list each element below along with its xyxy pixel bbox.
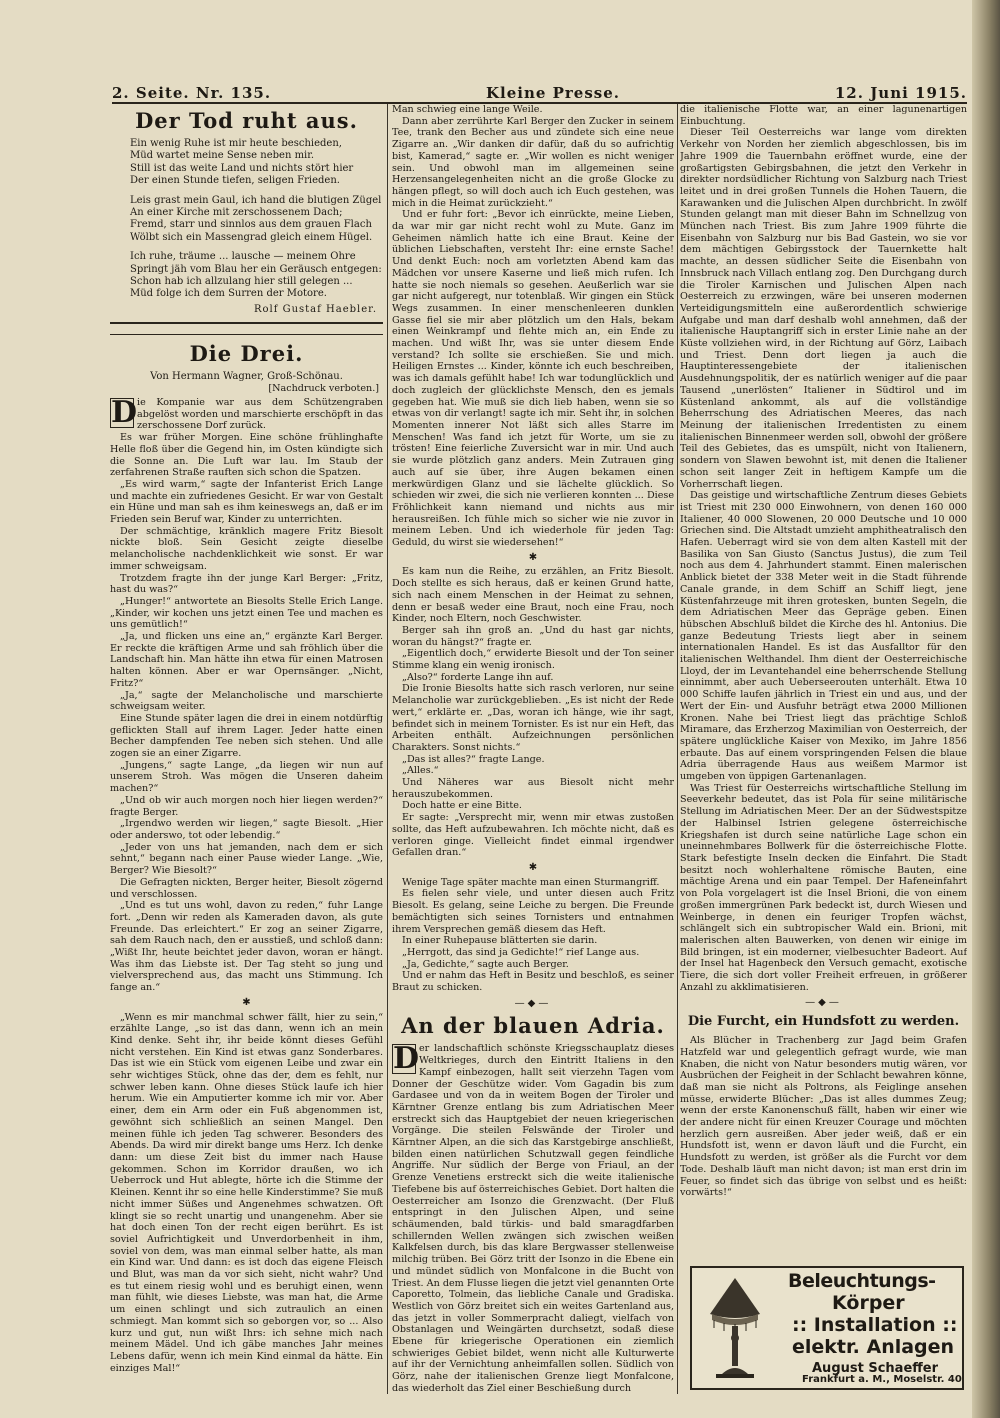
paragraph: ie Kompanie war aus dem Schützengraben abgelöst worden und marschierte erschöpft in das zerschossene Dorf zurück. (137, 396, 383, 432)
reprint-notice: [Nachdruck verboten.] (268, 383, 379, 395)
ad-company: August Schaeffer (812, 1361, 939, 1376)
poem-body (110, 138, 383, 301)
adria-title: An der blauen Adria. (401, 1013, 665, 1039)
paragraph: Doch hatte er eine Bitte. (402, 800, 522, 812)
paragraph: Das geistige und wirtschaftliche Zentrum dieses Gebiets ist Triest mit 230 000 Einwohnern, von denen 160 000 Italiener, 40 000 Slowenen, 20 000 Deutsche und 10 000 Griechen sind. Die Altstadt umzieht amphitheatralisch den Hafen. Ueberragt wird sie von dem alten Kastell mit der Basilika von San Giusto (Sanctus Justus), die zum Teil noch aus dem 4. Jahrhundert stammt. Einen malerischen Anblick bietet der 338 Meter weit in die Stadt führende Canale grande, in dem Schiff an Schiff liegt, jene Küstenfahrzeuge mit ihren grotesken, bunten Segeln, die dem Adriatischen Meer das Gepräge geben. Einen hübschen Abschluß bildet die Kirche des hl. Antonius. Die ganze Bedeutung Triests liegt aber in seinem internationalen Handel. Es ist das Ausfalltor für den italienischen Welthandel. Ihm dient der Oesterreichische Lloyd, der im Levantehandel eine beherrschende Stellung einnimmt, aber auch Ueberseerouten unterhält. Etwa 10 000 Schiffe laufen jährlich in Triest ein und aus, und der Wert der Ein- und Ausfuhr beträgt etwa 2000 Millionen Kronen. Nahe bei Triest liegt das prächtige Schloß Miramare, das Erzherzog Maximilian von Oesterreich, der spätere unglückliche Kaiser von Mexiko, im Jahre 1856 erbaute. Das auf einem vorspringenden Felsen die blaue Adria überragende Haus aus weißem Marmor ist umgeben von üppigen Gartenanlagen. (680, 490, 967, 783)
drop-cap-d: D (111, 394, 138, 430)
paragraph: „Herrgott, das sind ja Gedichte!“ rief Lange aus. (402, 946, 640, 958)
column-rule (677, 104, 678, 1394)
paragraph: Er sagte: „Versprecht mir, wenn mir etwas zustoßen sollte, das Heft aufzubewahren. Ich möchte nicht, daß es verloren ginge. Vielleicht findet einmal irgendwer Gefallen dran.“ (392, 812, 674, 859)
paragraph: „Ja, und flicken uns eine an,“ ergänzte Karl Berger. Er reckte die kräftigen Arme und sah fröhlich über die Landschaft hin. Man hätte ihn etwa für einen Matrosen halten können. Aber er war Opernsänger. „Nicht, Fritz?“ (110, 631, 383, 689)
section-star-icon: ✱ (242, 996, 251, 1008)
ad-line-3: :: Installation :: (792, 1314, 958, 1336)
paragraph: „Hunger!“ antwortete an Biesolts Stelle Erich Lange. „Kinder, wir kochen uns jetzt einen Tee und machen es uns gemütlich!“ (110, 595, 383, 631)
paragraph: Und er fuhr fort: „Bevor ich einrückte, meine Lieben, da war mir gar nicht recht wohl zu Mute. Ganz im Geheimen nämlich hatte ich eine Braut. Keine der üblichen Liebschaften, versteht Ihr: eine ernste Sache! Und denkt Euch: noch am vorletzten Abend kam das Mädchen vor unsere Kaserne und ließ mich rufen. Ich hatte sie noch niemals so gesehen. Aeußerlich war sie gar nicht aufgeregt, nur totenblaß. Wir gingen ein Stück Wegs zusammen. In einer menschenleeren dunklen Gasse fiel sie mir aber plötzlich um den Hals, bekam einen Weinkrampf und flehte mich an, ein Ende zu machen. Und wißt Ihr, was sie unter diesem Ende verstand? Ich sollte sie erschießen. Sie und mich. Heiligen Ernstes ... Kinder, könnte ich euch beschreiben, was ich damals gefühlt habe! Ich war todunglücklich und doch zugleich der glücklichste Mensch, den es jemals gegeben hat. Wie muß sie dich lieb haben, wenn sie so etwas von dir verlangt! sagte ich mir. Seht ihr, in solchen Momenten innerer Not läßt sich alles Starre im Menschen! Was fand ich jetzt für Worte, um sie zu trösten! Eine feierliche Zuversicht war in mir. Und auch sie wurde plötzlich ganz anders. Mein Zutrauen ging auch auf sie über, ihre Augen bekamen einen merkwürdigen Glanz und sie lächelte glücklich. So schieden wir zwei, die sich nie verlieren konnten ... Diese Fröhlichkeit kann niemand und nichts aus mir herausreißen. Ich fühle mich so sicher wie nie zuvor in meinem Leben. Und ich wiederhole für jeden Tag: Geduld, du wirst sie wiedersehen!“ (392, 209, 674, 549)
page-header (112, 80, 967, 104)
poem-line: Müd wartet meine Sense neben mir. (130, 150, 315, 162)
paragraph: „Irgendwo werden wir liegen,“ sagte Biesolt. „Hier oder anderswo, tot oder lebendig.“ (110, 818, 383, 841)
poem-line: Schon hab ich allzulang hier still gelegen ... (130, 276, 353, 288)
ad-address: Frankfurt a. M., Moselstr. 40 (802, 1374, 962, 1385)
paragraph: „Alles.“ (402, 765, 439, 777)
paragraph: In einer Ruhepause blätterten sie darin. (402, 935, 598, 947)
section-star-icon: ✱ (528, 551, 538, 563)
paragraph: „Ja, Gedichte,“ sagte auch Berger. (402, 958, 569, 970)
story-title: Die Drei. (189, 340, 304, 366)
paragraph: Berger sah ihn groß an. „Und du hast gar nichts, woran du hängst?“ fragte er. (392, 624, 674, 648)
poem-line: Still ist das weite Land und nichts stört hier (130, 162, 354, 174)
paragraph: Was Triest für Oesterreichs wirtschaftliche Stellung im Seeverkehr bedeutet, das ist Pola für seine militärische Stellung im Adriatischen Meer. Der an der Südwestspitze der Halbinsel Istrien gelegene österreichische Kriegshafen ist durch seine natürliche Lage schon ein uneinnehmbares Bollwerk für die österreichische Flotte. Stark befestigte Inseln decken die Einfahrt. Die Stadt besitzt noch wohlerhaltene römische Bauten, eine mächtige Arena und ein paar Tempel. Der Hafeneinfahrt von Pola vorgelagert ist die Insel Brioni, die von einem großen immergrünen Park bedeckt ist, durch Wiesen und Weinberge, in denen ein feuriger Tropfen wächst, schlängelt sich ein subtropischer Wald ein. Brioni, mit malerischen alten Bauwerken, von denen wir einige im Bild bringen, ist ein moderner, vielbesuchter Badeort. Auf der Insel hat Hagenbeck den Versuch gemacht, exotische Tiere, die sich dort voller Freiheit erfreuen, in größerer Anzahl zu akklimatisieren. (680, 782, 967, 993)
column-1 (110, 104, 383, 1394)
paragraph: Trotzdem fragte ihn der junge Karl Berger: „Fritz, hast du was?“ (110, 572, 383, 596)
poem-author: Rolf Gustaf Haebler. (253, 303, 377, 315)
ornament-divider: —◆— (514, 997, 552, 1009)
paragraph: Es war früher Morgen. Eine schöne frühlinghafte Helle floß über die Gegend hin, im Osten kündigte sich die Sonne an. Die Luft war lau. Im Staub der zerfahrenen Straße rauften sich schon die Spatzen. (110, 432, 383, 479)
paragraph: Eine Stunde später lagen die drei in einem notdürftig geflickten Stall auf ihrem Lager. Jeder hatte einen Becher dampfenden Tee neben sich stehen. Und alle zogen sie an einer Zigarre. (110, 712, 383, 760)
page-gutter (972, 0, 1000, 1418)
poem-line: Müd folge ich dem Surren der Motore. (130, 288, 327, 300)
paragraph: Die Ironie Biesolts hatte sich rasch verloren, nur seine Melancholie war zurückgeblieben. „Es ist nicht der Rede wert,“ erklärte er. „Das, woran ich hänge, wie ihr sagt, befindet sich in meinem Tornister. Es ist nur ein Heft, das Arbeiten enthält. Aufzeichnungen persönlichen Charakters. Sonst nichts.“ (392, 683, 674, 753)
header-masthead: Kleine Presse. (485, 84, 620, 102)
paragraph: Die Gefragten nickten, Berger heiter, Biesolt zögernd und verschlossen. (110, 876, 383, 900)
ad-line-2: Körper (832, 1292, 905, 1314)
drop-cap-d: D (393, 1041, 420, 1077)
paragraph: Als Blücher in Trachenberg zur Jagd beim Grafen Hatzfeld war und gelegentlich gefragt wurde, wie man Knaben, die nicht von Natur besonders mutig wären, vor Ausbrüchen der Feigheit in der Schlacht bewahren könne, daß man sie nicht als Poltrons, als Feiglinge ansehen müsse, erwiderte Blücher: „Das ist alles dummes Zeug; wenn der erste Kanonenschuß fällt, haben wir einer wie der andere nicht für einen Kreuzer Courage und möchten herzlich gern ausreißen. Aber jeder weiß, daß er ein Hundsfott ist, wenn er davon läuft und die Furcht, ein Hundsfott zu werden, ist größer als die Furcht vor dem Tode. Deshalb läuft man nicht davon; ist man erst drin im Feuer, so findet sich das übrige von selbst und es heißt: vorwärts!“ (680, 1035, 967, 1199)
paragraph: die italienische Flotte war, an einer lagunenartigen Einbuchtung. (680, 104, 967, 127)
column-2 (392, 104, 674, 1394)
section-divider (110, 322, 383, 335)
paragraph: „Also?“ forderte Lange ihn auf. (402, 671, 554, 683)
paragraph: „Eigentlich doch,“ erwiderte Biesolt und der Ton seiner Stimme klang ein wenig ironisch. (392, 648, 674, 672)
paragraph: Man schwieg eine lange Weile. (392, 104, 543, 115)
paragraph: Wenige Tage später machte man einen Sturmangriff. (402, 876, 660, 888)
poem-line: Springt jäh vom Blau her ein Geräusch entgegen: (130, 263, 382, 275)
paragraph: Und er nahm das Heft in Besitz und beschloß, es seiner Braut zu schicken. (392, 970, 674, 994)
header-page-number: 2. Seite. Nr. 135. (112, 84, 272, 102)
poem-line: Ein wenig Ruhe ist mir heute beschieden, (130, 138, 342, 149)
paragraph: „Das ist alles?“ fragte Lange. (402, 753, 545, 765)
lighting-advertisement (690, 1266, 964, 1390)
ad-line-1: Beleuchtungs- (788, 1270, 936, 1292)
paragraph: Und Näheres war aus Biesolt nicht mehr herauszubekommen. (392, 777, 674, 800)
paragraph: „Wenn es mir manchmal schwer fällt, hier zu sein,“ erzählte Lange, „so ist das dann, wenn ich an mein Kind denke. Seht ihr, ihr beide könnt dieses Gefühl nicht verstehen. Ein Kind ist etwas ganz Sonderbares. Das ist wie ein Stück vom eigenen Leibe und zwar ein sehr wichtiges Stück, ohne das der, dem es fehlt, nur schwer leben kann. Ohne dieses Stück laufe ich hier herum. Wie ein Amputierter komme ich mir vor. Aber einer, dem ein Arm oder ein Fuß abgenommen ist, gewöhnt sich schließlich an seinen Mangel. Den meinen fühle ich jeden Tag schwerer. Besonders des Abends. Da wird mir direkt bange ums Herz. Ich denke dann: um diese Zeit bist du immer nach Hause gekommen. Schon im Korridor draußen, wo ich Ueberrock und Hut ablegte, hörte ich die Stimme der Kleinen. Kennt ihr so eine helle Kinderstimme? Sie muß nicht immer Süßes und Angenehmes schwatzen. Oft klingt sie so recht unartig und unangenehm. Aber sie hat doch einen Ton der recht eigen berührt. Es ist soviel Aufrichtigkeit und Unverdorbenheit in ihm, soviel von dem, was man einmal selber hatte, als man ein Kind war. Und dann: es ist doch das eigene Fleisch und Blut, was man da vor sich sieht, nicht wahr? Und es tut einem riesig wohl und es beruhigt einen, wenn man fühlt, wie dieses Liebste, was man hat, die Arme um einen schlingt und sich zutraulich an einen schmiegt. Man kommt sich so geborgen vor, so ... Also kurz und gut, nun wißt Ihrs: ich sehne mich nach meinem Mädel. Und ich gäbe manches Jahr meines Lebens dafür, wenn ich mein Kind einmal da hätte. Ein einziges Mal!“ (110, 1011, 383, 1374)
paragraph: Dieser Teil Oesterreichs war lange vom direkten Verkehr von Norden her ziemlich abgeschlossen, bis im Jahre 1909 die Tauernbahn eröffnet wurde, eine der großartigsten Gebirgsbahnen, die jetzt den Verkehr in direkter nordsüdlicher Richtung von Salzburg nach Triest leitet und in drei großen Tunnels die Hohen Tauern, die Karawanken und die Julischen Alpen durchbricht. In zwölf Stunden gelangt man mit dieser Bahn im Schnellzug von München nach Triest. Bis zum Jahre 1909 führte die Eisenbahn von Salzburg nur bis Bad Gastein, wo sie vor dem mächtigen Gebirgsstock der Tauernkette halt machte, an dessen südlicher Seite die Eisenbahn von Innsbruck nach Villach entlang zog. Den Durchgang durch die Tiroler Karnischen und Julischen Alpen nach Oesterreich zu erzwingen, wäre bei unseren modernen Verteidigungsmitteln eine außerordentlich schwierige Aufgabe und man darf deshalb wohl annehmen, daß der italienische Hauptangriff sich in erster Linie nahe an der Küste vollziehen wird, in der Richtung auf Görz, Laibach und Triest. Denn dort liegen ja auch die Hauptinteressengebiete der italienischen Ausdehnungspolitik, der es natürlich weniger auf die paar Tausend „unerlösten“ Italiener in Südtirol und im Küstenland ankommt, als auf die vollständige Beherrschung des Adriatischen Meeres, das nach Meinung der italienischen Irredentisten zu einem italienischen Binnenmeer werden soll, obwohl der größere Teil des Gebietes, das es umspült, nicht von Italienern, sondern von Slawen bewohnt ist, mit denen die Italiener schon seit langer Zeit in heftigem Kampfe um die Vorherrschaft liegen. (680, 127, 967, 490)
ornament-divider: —◆— (805, 997, 842, 1009)
column-rule (387, 104, 388, 1394)
story-byline: Von Hermann Wagner, Groß-Schönau. (150, 370, 343, 382)
poem-line: Ich ruhe, träume ... lausche — meinem Ohre (130, 251, 356, 263)
column-3 (680, 104, 967, 1394)
paragraph: er landschaftlich schönste Kriegsschauplatz dieses Weltkrieges, durch den Eintritt Italiens in den Kampf einbezogen, hallt seit vierzehn Tagen vom Donner der Geschütze wider. Vom Gagadin bis zum Gardasee und von da in weitem Bogen der Tiroler und Kärntner Grenze entlang bis zum Adriatischen Meer erstreckt sich das Hauptgebiet der neuen kriegerischen Vorgänge. Die steilen Felswände der Tiroler und Kärntner Alpen, an die sich das Karstgebirge anschließt, bilden einen natürlichen Schutzwall gegen feindliche Angriffe. Nur südlich der Berge von Friaul, an der Grenze Venetiens erstreckt sich die weite italienische Tiefebene bis auf österreichisches Gebiet. Dort halten die Oesterreicher am Isonzo die Grenzwacht. (Der Fluß entspringt in den Julischen Alpen, und seine schäumenden, bald türkis- und bald smaragdfarben schillernden Wellen zwängen sich zwischen weißen Kalkfelsen durch, bis das klare Bergwasser stellenweise milchig trüben. Bei Görz tritt der Isonzo in die Ebene ein und mündet südlich von Monfalcone in die Bucht von Triest. An dem Flusse liegen die jetzt viel genannten Orte Caporetto, Tolmein, das liebliche Canale und Gradiska. Westlich von Görz breitet sich ein weites Gartenland aus, das jetzt in voller Sommerpracht daliegt, vielfach von Obstanlagen und Weingärten durchsetzt, sodaß diese Ebene für kriegerische Operationen ein ziemlich schwieriges Gebiet bildet, wenn nicht alle Kulturwerte auf ihr der Vernichtung anheimfallen sollen. Südlich von Görz, nahe der italienischen Grenze liegt Monfalcone, das wiederholt das Ziel einer Beschießung durch (392, 1043, 674, 1394)
paragraph: „Ja,“ sagte der Melancholische und marschierte schweigsam weiter. (110, 689, 383, 713)
poem-line: Wölbt sich ein Massengrad gleich einem Hügel. (130, 231, 373, 243)
paragraph: „Jeder von uns hat jemanden, nach dem er sich sehnt,“ begann nach einer Pause wieder Lange. „Wie, Berger? Wie Biesolt?“ (110, 841, 383, 877)
paragraph: Dann aber zerrührte Karl Berger den Zucker in seinem Tee, trank den Becher aus und zündete sich eine neue Zigarre an. „Wir danken dir dafür, daß du so aufrichtig bist, Kamerad,“ sagte er. „Wir wollen es nicht weniger sein. Und obwohl man im allgemeinen seine Herzensangelegenheiten nicht an die große Glocke zu hängen pflegt, so will doch auch ich Euch gestehen, was mich in die Heimat zurückzieht.“ (392, 115, 674, 209)
section-star-icon: ✱ (528, 862, 538, 873)
paragraph: „Es wird warm,“ sagte der Infanterist Erich Lange und machte ein zufriedenes Gesicht. Er war von Gestalt ein Hüne und man sah es ihm keineswegs an, daß er im Frieden sein Beruf war, Kinder zu unterrichten. (110, 478, 383, 526)
header-date: 12. Juni 1915. (834, 84, 967, 102)
paragraph: „Und es tut uns wohl, davon zu reden,“ fuhr Lange fort. „Denn wir reden als Kameraden davon, als gute Freunde. Das erleichtert.“ Er zog an seiner Zigarre, sah dem Rauch nach, den er ausstieß, und schloß dann: „Wißt Ihr, heute beichtet jeder davon, woran er hängt. Was ihm das Liebste ist. Der Tag steht so jung und vielversprechend aus, das macht uns Stimmung. Ich fange an.“ (110, 900, 383, 994)
poem-line: Leis grast mein Gaul, ich hand die blutigen Zügel (130, 194, 382, 206)
story-text-col1 (110, 394, 383, 1374)
ad-line-4: elektr. Anlagen (792, 1336, 955, 1358)
poem-line: Der einen Stunde tiefen, seligen Frieden. (130, 175, 340, 187)
paragraph: Es fielen sehr viele, und unter diesen auch Fritz Biesolt. Es gelang, seine Leiche zu bergen. Die Freunde bemächtigten sich seines Tornisters und entnahmen ihrem Versprechen gemäß diesem das Heft. (392, 888, 674, 935)
paragraph: Der schmächtige, kränklich magere Fritz Biesolt nickte bloß. Sein Gesicht zeigte dieselbe melancholische nachdenklichkeit wie sonst. Er war immer schweigsam. (110, 525, 383, 572)
poem-line: Fremd, starr und sinnlos aus dem grauen Flach (130, 219, 372, 231)
paragraph: „Und ob wir auch morgen noch hier liegen werden?“ fragte Berger. (110, 794, 383, 818)
paragraph: „Jungens,“ sagte Lange, „da liegen wir nun auf unserem Stroh. Was mögen die Unseren daheim machen?“ (110, 759, 383, 795)
paragraph: Es kam nun die Reihe, zu erzählen, an Fritz Biesolt. Doch stellte es sich heraus, daß er keinen Grund hatte, sich nach einem Menschen in der Heimat zu sehnen, denn er besaß weder eine Braut, noch eine Frau, noch Kinder, noch Eltern, noch Geschwister. (392, 566, 674, 625)
lamp-icon (700, 1274, 770, 1382)
poem-title: Der Tod ruht aus. (135, 108, 358, 133)
furcht-title: Die Furcht, ein Hundsfott zu werden. (687, 1014, 960, 1030)
poem-line: An einer Kirche mit zerschossenem Dach; (130, 207, 343, 219)
